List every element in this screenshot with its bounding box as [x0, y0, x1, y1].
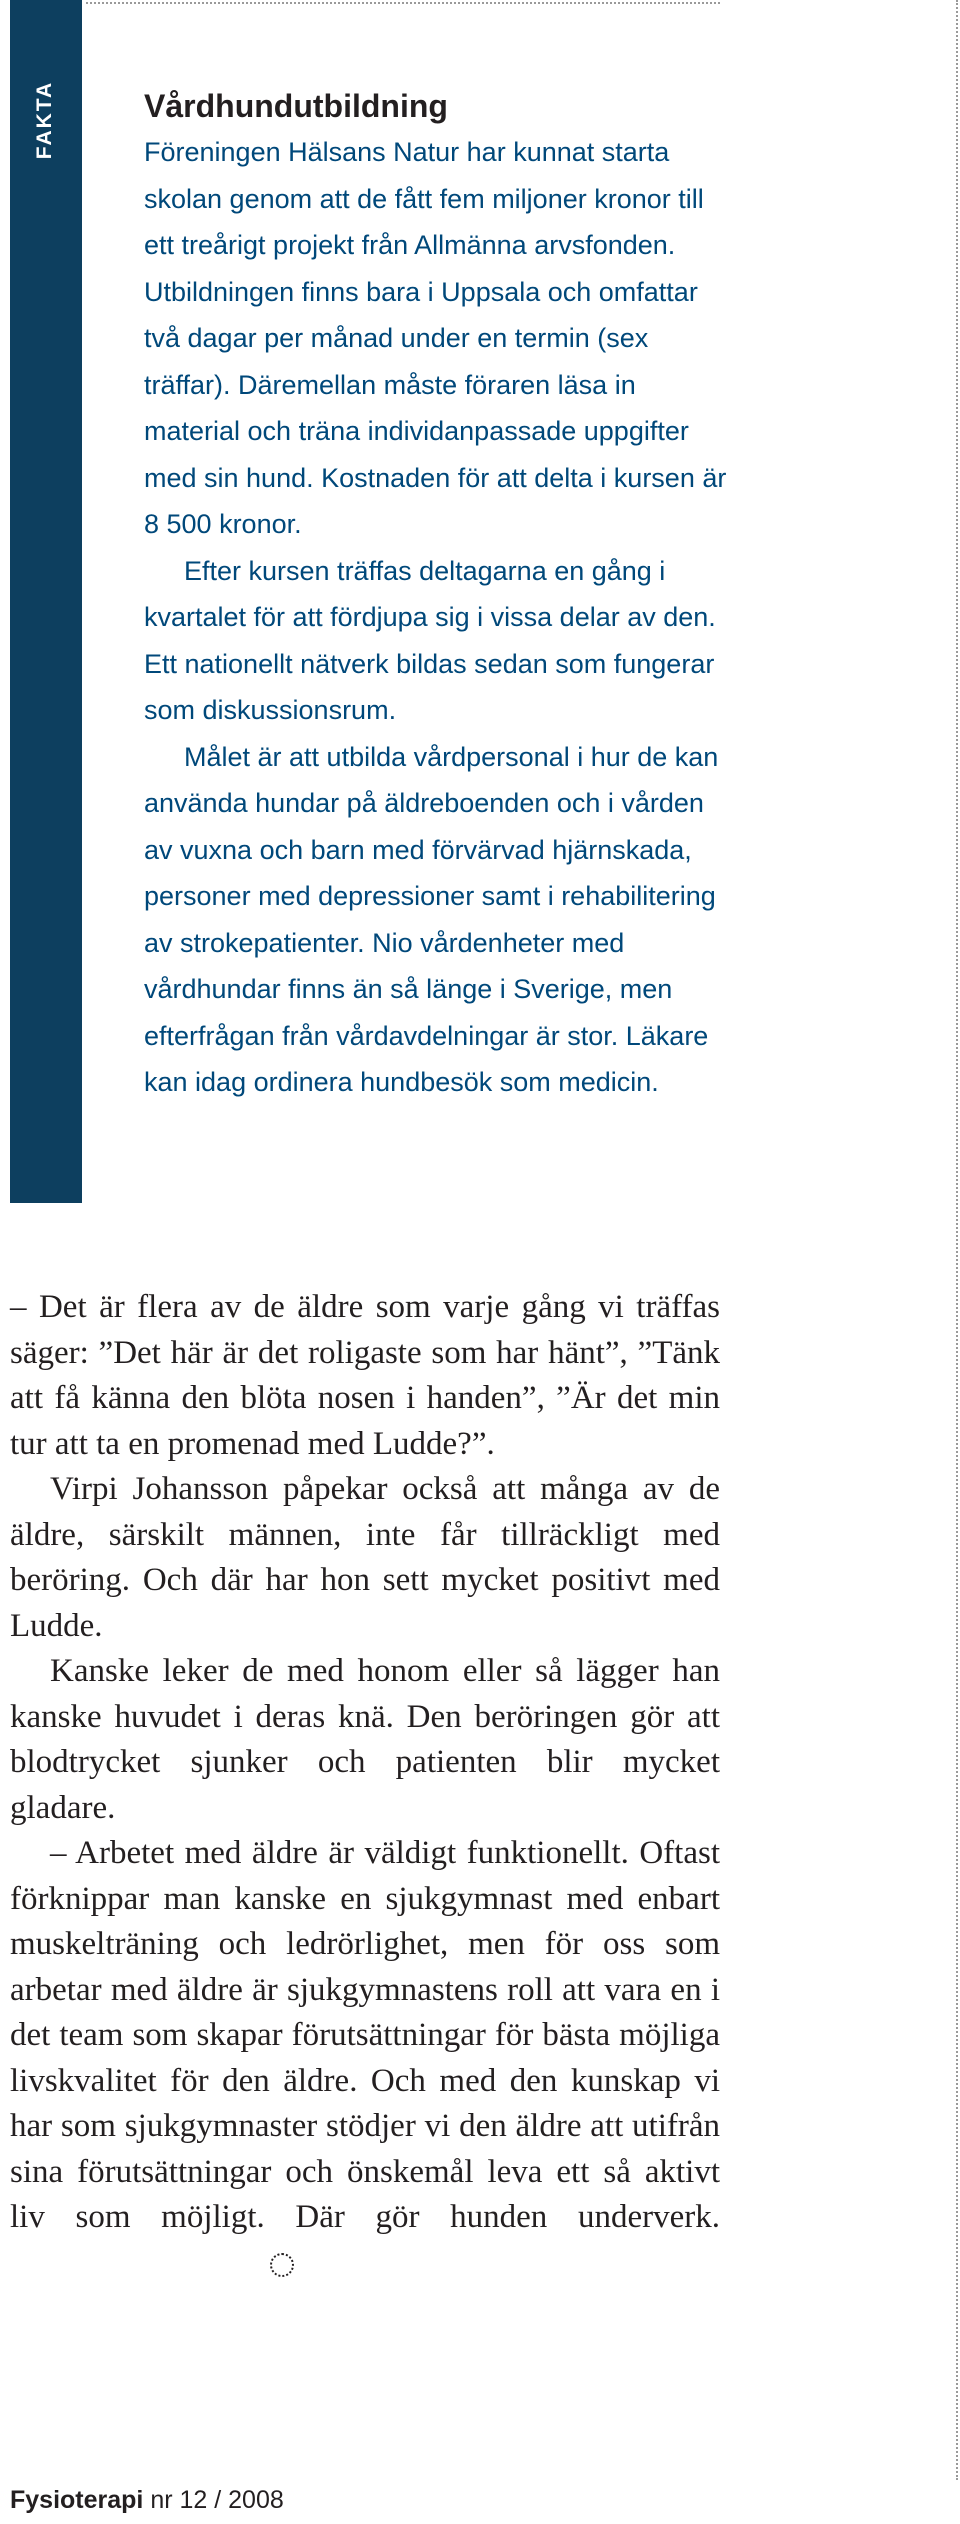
issue-number: nr 12 / 2008: [150, 2486, 284, 2514]
fact-box: [144, 83, 734, 1106]
article-body: [10, 1285, 720, 2286]
article-paragraph: Kanske leker de med honom eller så lägger han kanske huvudet i deras knä. Den beröringen gör att blodtrycket sjunker och patienten blir mycket gladare.: [10, 1653, 720, 1826]
fakta-tab: [25, 65, 65, 175]
article-paragraph: Virpi Johansson påpekar också att många av de äldre, särskilt männen, inte får tillräckligt med beröring. Och där har hon sett mycket positivt med Ludde.: [10, 1471, 720, 1644]
top-dotted-rule: [86, 2, 720, 4]
end-of-article-icon: [270, 2253, 294, 2277]
article-paragraph: – Arbetet med äldre är väldigt funktionellt. Oftast förknippar man kanske en sjukgymnast med enbart muskelträning och ledrörlighet, men för oss som arbetar med äldre är sjukgymnastens roll att vara en i det team som skapar förutsättningar för bästa möjliga livskvalitet för den äldre. Och med den kunskap vi har som sjukgymnaster stödjer vi den äldre att utifrån sina förutsättningar och önskemål leva ett så aktivt liv som möjligt. Där gör hunden underverk.: [10, 1835, 720, 2235]
fact-box-title: Vårdhundutbildning: [144, 88, 448, 124]
article-last-paragraph: [10, 1831, 720, 2286]
fact-box-paragraph: Föreningen Hälsans Natur har kunnat starta skolan genom att de fått fem miljoner kronor till ett treårigt projekt från Allmänna arvsfonden. Utbildningen finns bara i Uppsala och omfattar två dagar per månad under en termin (sex träffar). Däremellan måste föraren läsa in material och träna individanpassade uppgifter med sin hund. Kostnaden för att delta i kursen är 8 500 kronor.: [144, 137, 727, 539]
fact-box-paragraph: Målet är att utbilda vårdpersonal i hur de kan använda hundar på äldreboenden och i vården av vuxna och barn med förvärvad hjärnskada, personer med depressioner samt i rehabilitering av strokepatienter. Nio vårdenheter med vårdhundar finns än så länge i Sverige, men efterfrågan från vårdavdelningar är stor. Läkare kan idag ordinera hundbesök som medicin.: [144, 741, 719, 1097]
fact-box-paragraph: Efter kursen träffas deltagarna en gång i kvartalet för att fördjupa sig i vissa delar av den. Ett nationellt nätverk bildas sedan som fungerar som diskussionsrum.: [144, 555, 716, 725]
fakta-sidebar: [10, 0, 82, 1203]
article-paragraph: – Det är flera av de äldre som varje gång vi träffas säger: ”Det här är det roligaste som har hänt”, ”Tänk att få känna den blöta nosen i handen”, ”Är det min tur att ta en promenad med Ludde?”.: [10, 1289, 720, 1462]
page-footer: [10, 2486, 284, 2515]
magazine-name: Fysioterapi: [10, 2486, 144, 2514]
right-dotted-rule: [956, 0, 958, 2480]
fakta-tab-label: FAKTA: [33, 80, 56, 160]
